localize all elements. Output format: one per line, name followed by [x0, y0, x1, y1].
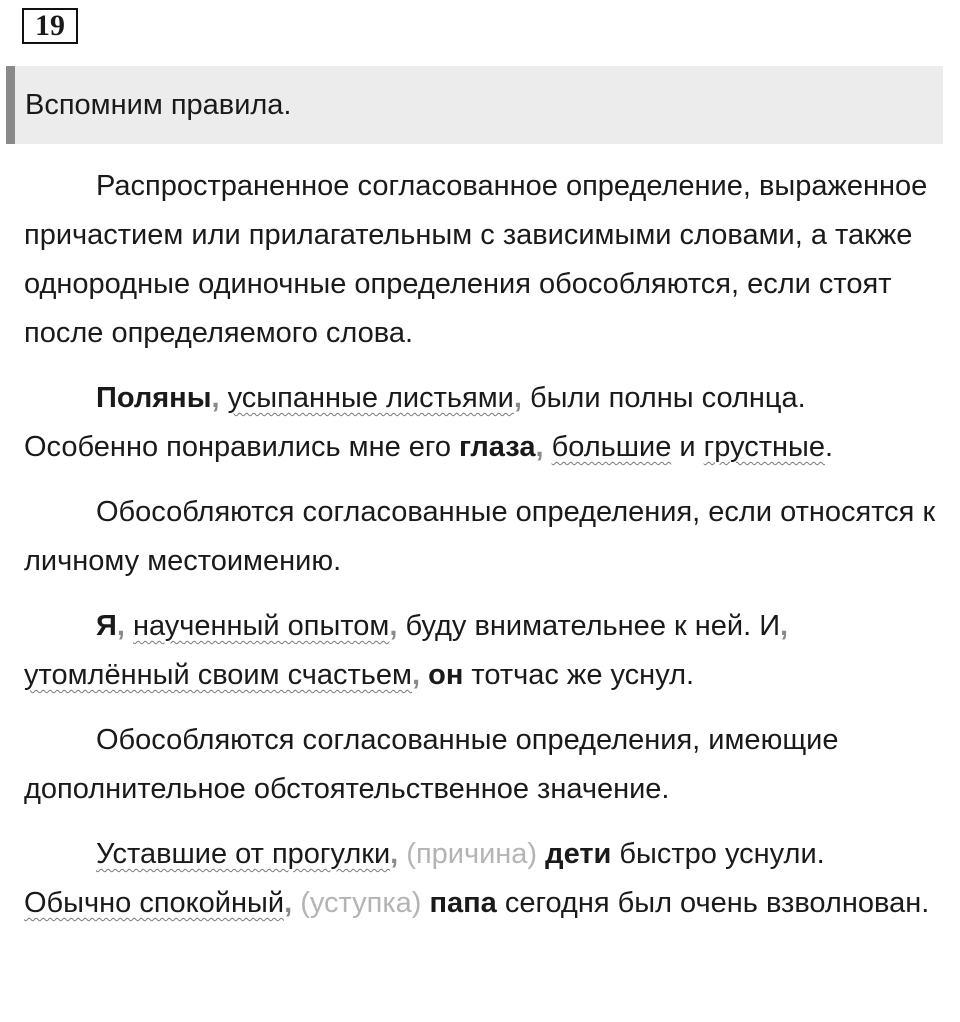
adjective-phrase: Обычно спокойный: [24, 887, 285, 919]
meaning-hint: (уступка): [300, 887, 422, 919]
defined-word: Поляны: [96, 382, 212, 414]
plain-text: были полны солнца.: [521, 382, 806, 414]
comma-mark: ,: [411, 659, 421, 691]
rules-content: [24, 162, 952, 928]
adjective-definition: грустные: [703, 431, 825, 463]
rule-1: Распространенное согласованное определение, выраженное причастием или прилагательным с зависимыми словами, а также однородные одиночные определения обособляются, если стоят после определяемого слова.: [24, 170, 928, 349]
comma-mark: ,: [390, 838, 399, 870]
example-3: [24, 830, 952, 928]
pronoun-word: он: [428, 659, 464, 691]
plain-text: быстро уснули.: [611, 838, 825, 870]
defined-word: глаза: [459, 431, 536, 463]
comma-mark: ,: [780, 610, 789, 642]
pronoun-word: Я: [96, 610, 117, 642]
example-2: [24, 602, 952, 700]
plain-text: Особенно понравились мне его: [24, 431, 460, 463]
adjective-definition: большие: [551, 431, 672, 463]
defined-word: папа: [429, 887, 497, 919]
meaning-hint: (причина): [406, 838, 538, 870]
plain-text: .: [824, 431, 834, 463]
plain-text: сегодня был очень взволнован.: [496, 887, 930, 919]
defined-word: дети: [545, 838, 612, 870]
example-1: [24, 374, 952, 472]
comma-mark: ,: [284, 887, 293, 919]
comma-mark: ,: [513, 382, 522, 414]
participial-phrase: утомлённый своим счастьем: [24, 659, 412, 691]
participial-phrase: наученный опытом: [132, 610, 390, 642]
plain-text: буду внимательнее к ней. И: [397, 610, 781, 642]
participial-phrase: Уставшие от прогулки: [96, 838, 391, 870]
comma-mark: ,: [389, 610, 398, 642]
plain-text: и: [671, 431, 704, 463]
rules-banner: [6, 66, 943, 144]
comma-mark: ,: [116, 610, 125, 642]
participial-phrase: усыпанные листьями: [227, 382, 514, 414]
comma-mark: ,: [535, 431, 544, 463]
plain-text: тотчас же уснул.: [463, 659, 695, 691]
rule-3: Обособляются согласованные определения, имеющие дополнительное обстоятельственное значение.: [24, 724, 839, 805]
comma-mark: ,: [211, 382, 220, 414]
banner-title: Вспомним правила.: [25, 89, 292, 121]
exercise-number: 19: [22, 8, 78, 44]
rule-2: Обособляются согласованные определения, если относятся к личному местоимению.: [24, 496, 936, 577]
